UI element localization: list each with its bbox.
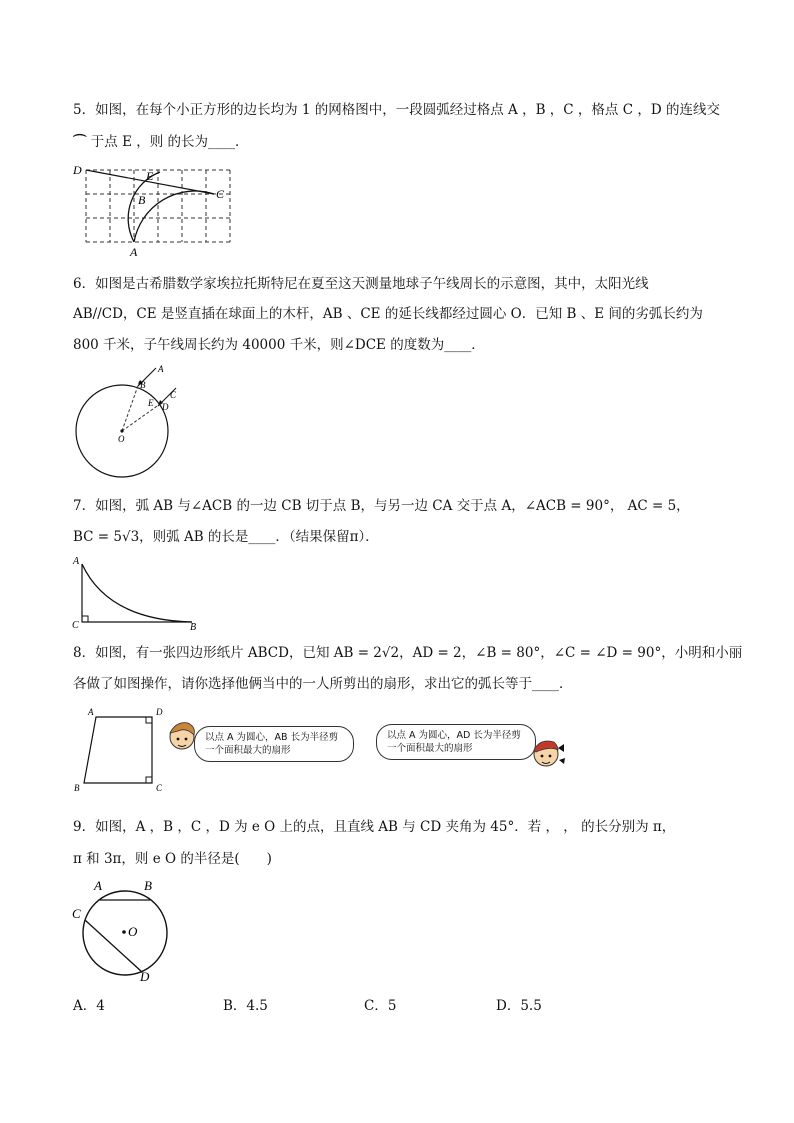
choice-b[interactable]: B．4.5 bbox=[223, 998, 268, 1014]
q7-label-c: C bbox=[72, 620, 79, 631]
q8-label-d: D bbox=[156, 707, 163, 717]
xiaoli-speech-bubble bbox=[376, 724, 536, 760]
q7-label-a: A bbox=[73, 556, 80, 567]
q9-label-c: C bbox=[72, 906, 81, 921]
boy-cartoon-icon bbox=[166, 717, 198, 757]
q6-line1: 6．如图是古希腊数学家埃拉托斯特尼在夏至这天测量地球子午线周长的示意图，其中，太阳光线 bbox=[73, 276, 649, 292]
q6-label-d: D bbox=[162, 402, 169, 412]
bubble1-line-b: 一个面积最大的扇形 bbox=[205, 745, 291, 756]
q6-label-e: E bbox=[148, 398, 154, 408]
q5-label-a: A bbox=[130, 245, 138, 259]
q9-label-o: O bbox=[128, 924, 138, 939]
q5-arc bbox=[134, 191, 214, 242]
q9-line2: π 和 3π，则 e O 的半径是( ) bbox=[73, 851, 272, 867]
q7-label-b: B bbox=[190, 622, 197, 633]
xiaoming-speech-bubble bbox=[194, 726, 354, 762]
bubble2-line-a: 以点 A 为圆心，AD 长为半径剪 bbox=[387, 730, 521, 741]
choice-d[interactable]: D．5.5 bbox=[496, 998, 542, 1014]
q5-label-e: E bbox=[146, 169, 154, 183]
bubble2-line-b: 一个面积最大的扇形 bbox=[387, 743, 473, 754]
girl-cartoon-icon bbox=[528, 734, 568, 774]
q8-line2: 各做了如图操作，请你选择他俩当中的一人所剪出的扇形，求出它的弧长等于____． bbox=[73, 676, 573, 692]
q9-circle-figure bbox=[70, 878, 180, 988]
q5-label-d: D bbox=[73, 163, 82, 177]
q5-line2 bbox=[73, 133, 249, 151]
q7-line2: BC = 5√3，则弧 AB 的长是____．（结果保留π）． bbox=[73, 529, 379, 545]
choice-a[interactable]: A．4 bbox=[73, 998, 105, 1014]
q6-line2: AB//CD，CE 是竖直插在球面上的木杆，AB 、CE 的延长线都经过圆心 O．已知 B 、E 间的劣弧长约为 bbox=[73, 306, 703, 322]
q6-line3: 800 千米，子午线周长约为 40000 千米，则∠DCE 的度数为____． bbox=[73, 337, 485, 353]
q6-label-b: B bbox=[140, 380, 146, 390]
q5-label-c: C bbox=[216, 187, 225, 201]
q5-line1: 5．如图，在每个小正方形的边长均为 1 的网格图中，一段圆弧经过格点 A ，B ，C ，格点 C ，D 的连线交 bbox=[73, 102, 720, 118]
q5-grid-figure bbox=[70, 160, 240, 260]
q7-line1: 7．如图，弧 AB 与∠ACB 的一边 CB 切于点 B，与另一边 CA 交于点 A，∠ACB = 90°， AC = 5， bbox=[73, 498, 690, 514]
q8-quad-figure bbox=[70, 703, 170, 795]
q5-line2-text: 于点 E ，则 的长为____． bbox=[90, 134, 249, 150]
q6-label-c: C bbox=[170, 390, 177, 400]
q6-earth-figure bbox=[70, 358, 190, 483]
q6-label-o: O bbox=[118, 434, 125, 444]
q8-line1: 8．如图，有一张四边形纸片 ABCD，已知 AB = 2√2，AD = 2，∠B = 80°，∠C = ∠D = 90°，小明和小丽 bbox=[73, 645, 743, 661]
q9-label-b: B bbox=[144, 878, 152, 893]
bubble1-line-a: 以点 A 为圆心，AB 长为半径剪 bbox=[205, 732, 339, 743]
q8-label-a: A bbox=[88, 707, 94, 717]
q6-label-a: A bbox=[158, 364, 164, 374]
q9-line1: 9．如图，A ，B ，C ，D 为 e O 上的点，且直线 AB 与 CD 夹角为 45°．若 ， ， 的长分别为 π， bbox=[73, 819, 676, 835]
q5-label-b: B bbox=[138, 193, 146, 207]
q5-arc-symbol: ⌒ bbox=[73, 134, 87, 150]
q7-arc-figure bbox=[70, 552, 210, 634]
q8-label-c: C bbox=[156, 783, 163, 793]
choice-c[interactable]: C．5 bbox=[364, 998, 397, 1014]
q9-label-a: A bbox=[94, 878, 102, 893]
q8-label-b: B bbox=[74, 783, 80, 793]
q9-label-d: D bbox=[140, 969, 150, 984]
